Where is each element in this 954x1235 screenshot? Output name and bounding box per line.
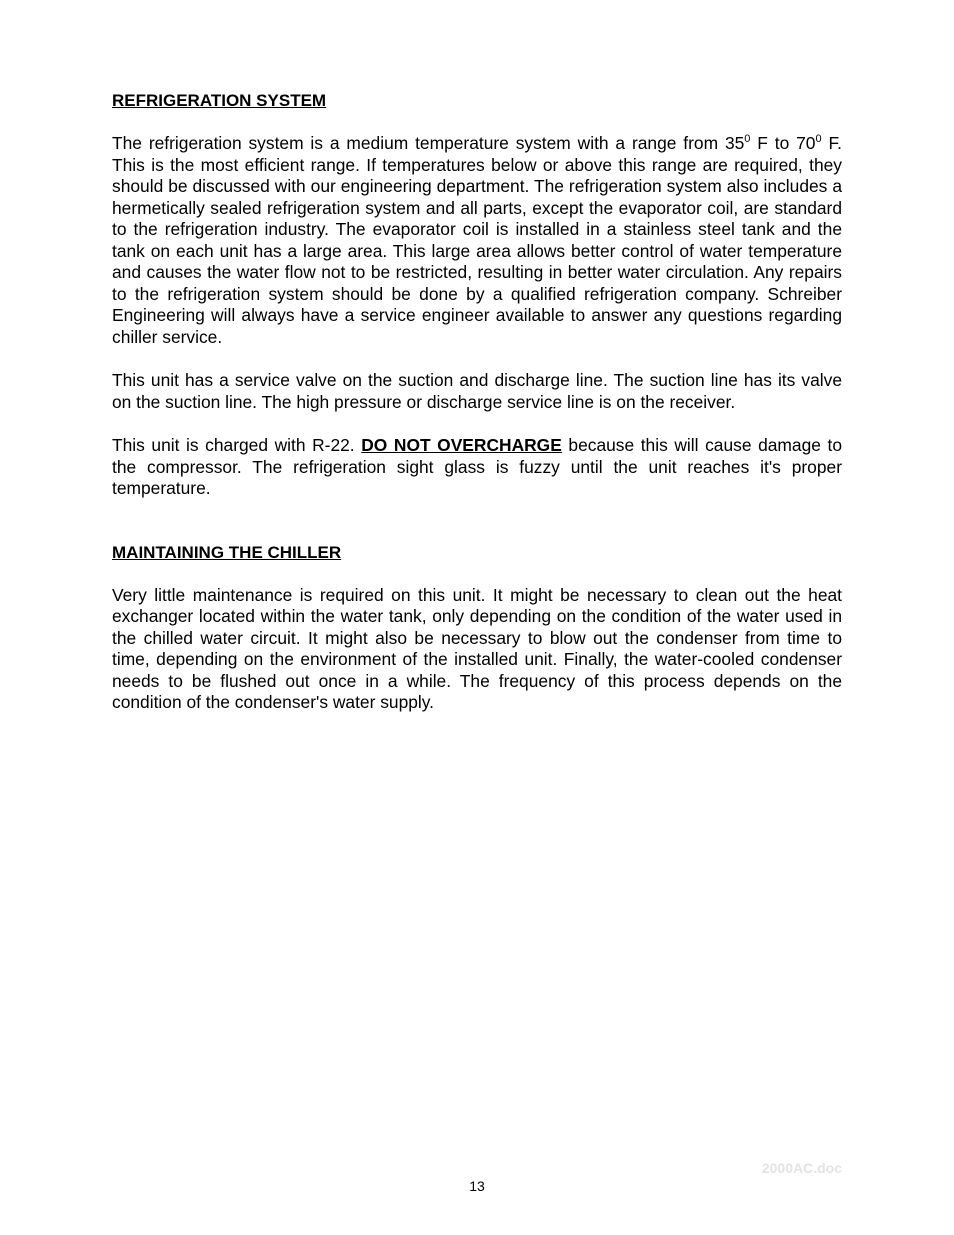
paragraph-service-valve: This unit has a service valve on the suction and discharge line. The suction line has its valve on the suction line. The high pressure or discharge service line is on the receiver. [112, 370, 842, 412]
paragraph-charge-warning [112, 435, 842, 500]
superscript-degree: 0 [815, 133, 822, 146]
section-heading-refrigeration-system: REFRIGERATION SYSTEM [112, 91, 327, 110]
warning-emphasis: DO NOT OVERCHARGE [361, 435, 562, 455]
text-run: F to 70 [750, 133, 816, 153]
footer-doc-name: 2000AC.doc [761, 1160, 842, 1176]
text-run: F. This is the most efficient range. If temperatures below or above this range are required, they should be discussed with our engineering department. The refrigeration system also includes a hermetically sealed refrigeration system and all parts, except the evaporator coil, are standard to the refrigeration industry. The evaporator coil is installed in a stainless steel tank and the tank on each unit has a large area. This large area allows better control of water temperature and causes the water flow not to be restricted, resulting in better water circulation. Any repairs to the refrigeration system should be done by a qualified refrigeration company. Schreiber Engineering will always have a service engineer available to answer any questions regarding chiller service. [112, 133, 842, 347]
paragraph-maintenance: Very little maintenance is required on this unit. It might be necessary to clean out the heat exchanger located within the water tank, only depending on the condition of the water used in the chilled water circuit. It might also be necessary to blow out the condenser from time to time, depending on the environment of the installed unit. Finally, the water-cooled condenser needs to be flushed out once in a while. The frequency of this process depends on the condition of the condenser's water supply. [112, 584, 842, 712]
paragraph-refrigeration-overview [112, 133, 842, 348]
document-body [112, 90, 842, 714]
superscript-degree: 0 [744, 133, 751, 146]
footer-page-number: 13 [469, 1178, 485, 1194]
section-heading-maintaining-chiller: MAINTAINING THE CHILLER [112, 542, 342, 562]
text-run: This unit is charged with R-22. [112, 435, 362, 455]
text-run: The refrigeration system is a medium temperature system with a range from 35 [112, 133, 745, 153]
text-run: because this will cause damage to the compressor. The refrigeration sight glass is fuzzy until the unit reaches it's proper temperature. [112, 435, 843, 498]
